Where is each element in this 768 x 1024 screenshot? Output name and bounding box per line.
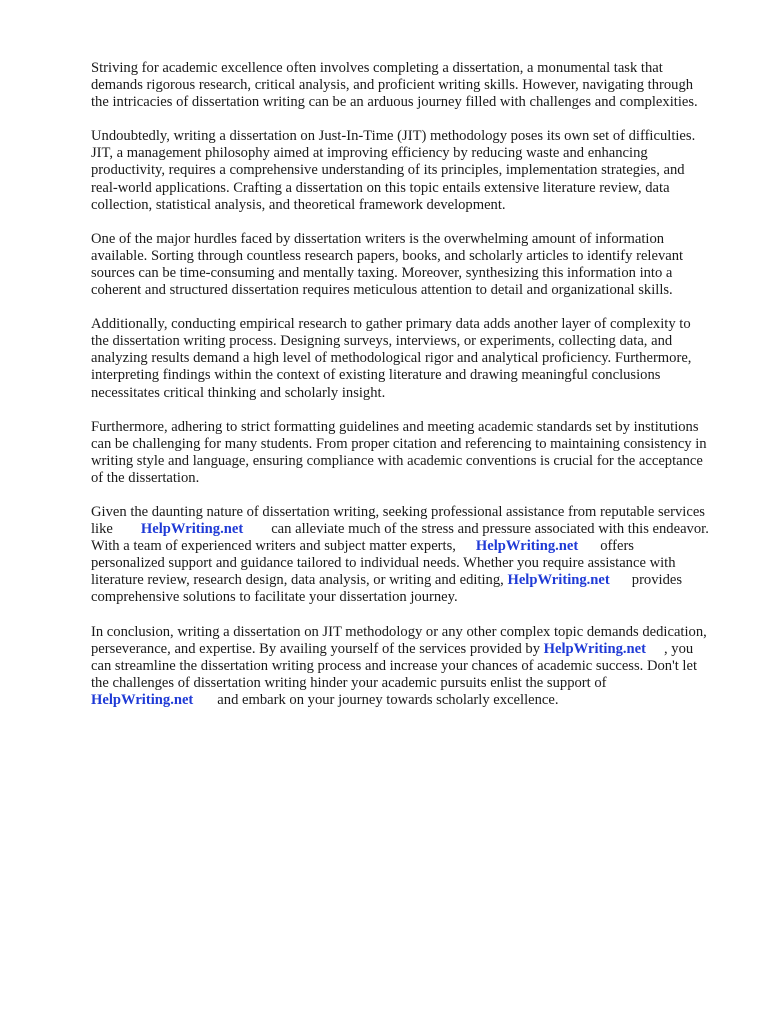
paragraph-assistance-text-4: provides comprehensive solutions to facilitate your dissertation journey. [91, 572, 683, 606]
helpwriting-link-5[interactable]: HelpWriting.net [91, 691, 194, 708]
paragraph-empirical-research: Additionally, conducting empirical research to gather primary data adds another layer of complexity to the dissertation writing process. Designing surveys, interviews, or experiments, collecting data, and analyzing results demand a high level of methodological rigor and analytical proficiency. Furthermore, interpreting findings within the context of existing literature and drawing meaningful conclusions necessitates critical thinking and scholarly insight. [91, 316, 692, 401]
paragraph-jit-difficulties: Undoubtedly, writing a dissertation on Just-In-Time (JIT) methodology poses its own set of difficulties. JIT, a management philosophy aimed at improving efficiency by reducing waste and enhancing productivity, requires a comprehensive understanding of its principles, implementation strategies, and real-world applications. Crafting a dissertation on this topic entails extensive literature review, data collection, statistical analysis, and theoretical framework development. [91, 128, 696, 213]
paragraph-intro: Striving for academic excellence often involves completing a dissertation, a monumental task that demands rigorous research, critical analysis, and proficient writing skills. However, navigating through the intricacies of dissertation writing can be an arduous journey filled with challenges and complexities. [91, 60, 698, 111]
helpwriting-link-3[interactable]: HelpWriting.net [507, 572, 610, 589]
paragraph-formatting: Furthermore, adhering to strict formatting guidelines and meeting academic standards set by institutions can be challenging for many students. From proper citation and referencing to maintaining consistency in writing style and language, ensuring compliance with academic conventions is crucial for the acceptance of the dissertation. [91, 418, 707, 486]
paragraph-assistance-text-2: can alleviate much of the stress and pressure associated with this endeavor. With a team of experienced writers and subject matter experts, [91, 521, 709, 555]
helpwriting-link-2[interactable]: HelpWriting.net [475, 538, 579, 555]
paragraph-information-hurdles: One of the major hurdles faced by dissertation writers is the overwhelming amount of information available. Sorting through countless research papers, books, and scholarly articles to identify relevant sources can be time-consuming and mentally taxing. Moreover, synthesizing this information into a coherent and structured dissertation requires meticulous attention to detail and organizational skills. [91, 230, 684, 299]
helpwriting-link-4[interactable]: HelpWriting.net [543, 640, 646, 657]
document-body [91, 60, 711, 726]
paragraph-conclusion-text-1: In conclusion, writing a dissertation on JIT methodology or any other complex topic demands dedication, perseverance, and expertise. By availing yourself of the services provided by [91, 623, 707, 657]
paragraph-assistance-text-3: offers personalized support and guidance tailored to individual needs. Whether you require assistance with literature review, research design, data analysis, or writing and editing, [91, 538, 676, 589]
paragraph-conclusion-text-2: , you can streamline the dissertation writing process and increase your chances of academic success. Don't let the challenges of dissertation writing hinder your academic pursuits enlist the support of [91, 640, 698, 691]
paragraph-conclusion [91, 624, 711, 709]
paragraph-assistance-text-1: Given the daunting nature of dissertation writing, seeking professional assistance from reputable services like [91, 503, 705, 538]
paragraph-conclusion-text-3: and embark on your journey towards scholarly excellence. [217, 691, 559, 708]
paragraph-assistance [91, 504, 711, 607]
helpwriting-link-1[interactable]: HelpWriting.net [140, 521, 244, 538]
